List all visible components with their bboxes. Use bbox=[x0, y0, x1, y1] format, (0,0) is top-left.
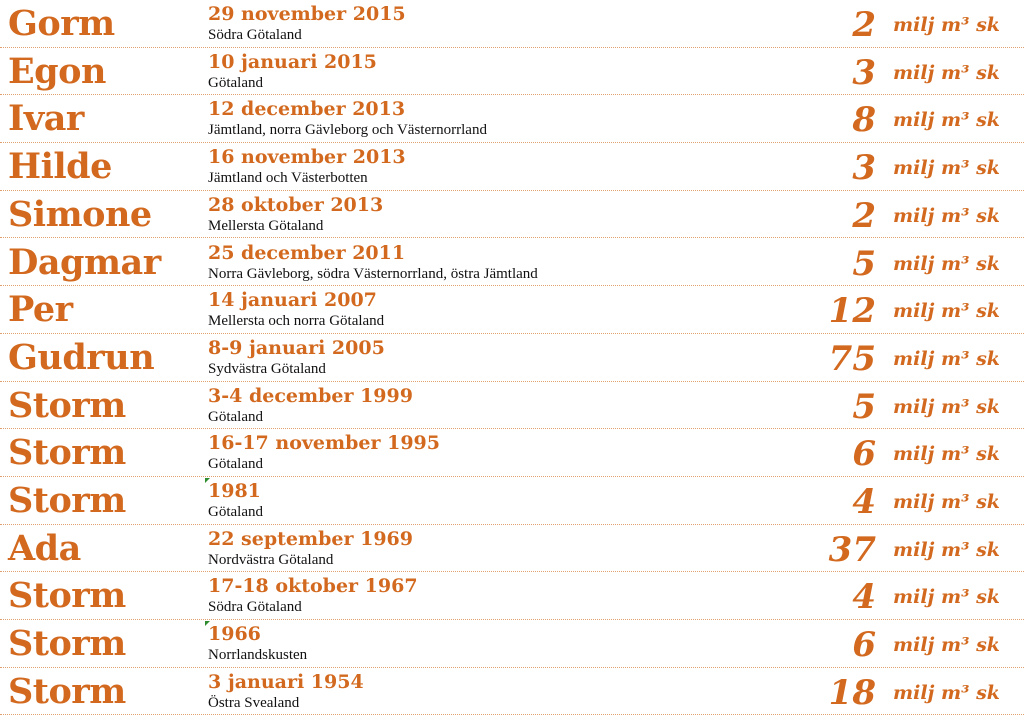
storm-region: Mellersta Götaland bbox=[208, 217, 324, 234]
storm-row bbox=[0, 191, 1024, 239]
storm-region: Sydvästra Götaland bbox=[208, 360, 326, 377]
storm-region: Mellersta och norra Götaland bbox=[208, 313, 385, 330]
storm-region: Norrlandskusten bbox=[208, 647, 308, 664]
volume-unit: milj m³ sk bbox=[893, 300, 1000, 323]
storm-name: Storm bbox=[8, 575, 126, 617]
storm-region: Södra Götaland bbox=[208, 27, 302, 43]
storm-volume: 4 bbox=[852, 482, 876, 522]
storm-date: 1966 bbox=[208, 623, 261, 646]
storm-volume: 8 bbox=[852, 100, 876, 141]
storm-volume: 12 bbox=[828, 291, 876, 332]
storm-region: Jämtland och Västerbotten bbox=[208, 170, 368, 187]
storm-row bbox=[0, 525, 1024, 573]
storm-name: Simone bbox=[8, 193, 152, 235]
storm-row bbox=[0, 668, 1024, 716]
storm-region: Götaland bbox=[208, 456, 263, 473]
storm-name: Ivar bbox=[8, 98, 84, 140]
storm-region: Östra Svealand bbox=[208, 694, 300, 711]
storm-volume: 37 bbox=[828, 529, 876, 570]
storm-row bbox=[0, 382, 1024, 430]
storm-name: Dagmar bbox=[8, 241, 161, 283]
storm-name: Egon bbox=[8, 50, 106, 92]
storm-row bbox=[0, 572, 1024, 620]
storm-name: Storm bbox=[8, 670, 126, 712]
storm-date: 1981 bbox=[208, 480, 261, 502]
storm-name: Gudrun bbox=[8, 336, 155, 378]
storm-volume: 6 bbox=[852, 434, 876, 475]
volume-unit: milj m³ sk bbox=[893, 109, 1000, 132]
volume-unit: milj m³ sk bbox=[893, 252, 1000, 275]
storm-volume: 5 bbox=[852, 243, 876, 284]
storm-volume: 6 bbox=[852, 625, 876, 666]
storm-row bbox=[0, 477, 1024, 525]
volume-unit: milj m³ sk bbox=[893, 538, 1000, 561]
storm-region: Södra Götaland bbox=[208, 599, 302, 616]
storm-region: Götaland bbox=[208, 504, 263, 520]
storm-region: Norra Gävleborg, södra Västernorrland, östra Jämtland bbox=[208, 265, 538, 282]
storm-date: 8-9 januari 2005 bbox=[208, 336, 385, 359]
volume-unit: milj m³ sk bbox=[893, 586, 1000, 609]
storm-volume: 5 bbox=[852, 386, 876, 427]
storm-region: Götaland bbox=[208, 408, 263, 425]
volume-unit: milj m³ sk bbox=[893, 443, 1000, 466]
volume-unit: milj m³ sk bbox=[893, 395, 1000, 418]
storm-name: Storm bbox=[8, 384, 126, 426]
storm-name: Gorm bbox=[8, 3, 115, 44]
storm-date: 17-18 oktober 1967 bbox=[208, 575, 418, 598]
storm-region: Nordvästra Götaland bbox=[208, 551, 334, 568]
storm-date: 12 december 2013 bbox=[208, 98, 406, 121]
storm-volume: 18 bbox=[828, 672, 876, 713]
storm-date: 3-4 december 1999 bbox=[208, 384, 413, 407]
storm-volume: 75 bbox=[828, 338, 876, 379]
storm-row bbox=[0, 620, 1024, 668]
storm-volume: 3 bbox=[852, 148, 876, 189]
storm-date: 28 oktober 2013 bbox=[208, 193, 384, 216]
volume-unit: milj m³ sk bbox=[893, 347, 1000, 370]
storm-name: Ada bbox=[8, 527, 81, 569]
volume-unit: milj m³ sk bbox=[893, 204, 1000, 227]
storm-date: 16 november 2013 bbox=[208, 146, 406, 169]
volume-unit: milj m³ sk bbox=[893, 157, 1000, 180]
storm-date: 10 januari 2015 bbox=[208, 50, 377, 73]
storm-name: Storm bbox=[8, 432, 126, 474]
storm-name: Storm bbox=[8, 480, 126, 521]
storm-volume: 2 bbox=[852, 195, 876, 236]
storm-date: 14 januari 2007 bbox=[208, 289, 377, 312]
volume-unit: milj m³ sk bbox=[893, 61, 1000, 84]
storm-name: Hilde bbox=[8, 146, 112, 188]
volume-unit: milj m³ sk bbox=[893, 491, 1000, 513]
storm-name: Storm bbox=[8, 623, 126, 665]
storm-date: 25 december 2011 bbox=[208, 241, 406, 264]
storm-date: 22 september 1969 bbox=[208, 527, 413, 550]
storm-row bbox=[0, 239, 1024, 287]
storm-name: Per bbox=[8, 289, 73, 331]
storm-date: 3 januari 1954 bbox=[208, 670, 364, 693]
storm-row bbox=[0, 334, 1024, 382]
storm-region: Götaland bbox=[208, 74, 263, 91]
storm-volume: 3 bbox=[852, 52, 876, 93]
storm-volume: 4 bbox=[852, 577, 876, 618]
volume-unit: milj m³ sk bbox=[893, 634, 1000, 657]
storm-region: Jämtland, norra Gävleborg och Västernorrland bbox=[208, 122, 487, 139]
storm-row bbox=[0, 0, 1024, 48]
storm-row bbox=[0, 95, 1024, 143]
storm-row bbox=[0, 429, 1024, 477]
storm-date: 29 november 2015 bbox=[208, 3, 406, 25]
storm-row bbox=[0, 48, 1024, 96]
storm-row bbox=[0, 143, 1024, 191]
volume-unit: milj m³ sk bbox=[893, 14, 1000, 36]
storm-volume: 2 bbox=[852, 5, 876, 45]
volume-unit: milj m³ sk bbox=[893, 681, 1000, 704]
storm-row bbox=[0, 286, 1024, 334]
storm-date: 16-17 november 1995 bbox=[208, 432, 440, 455]
